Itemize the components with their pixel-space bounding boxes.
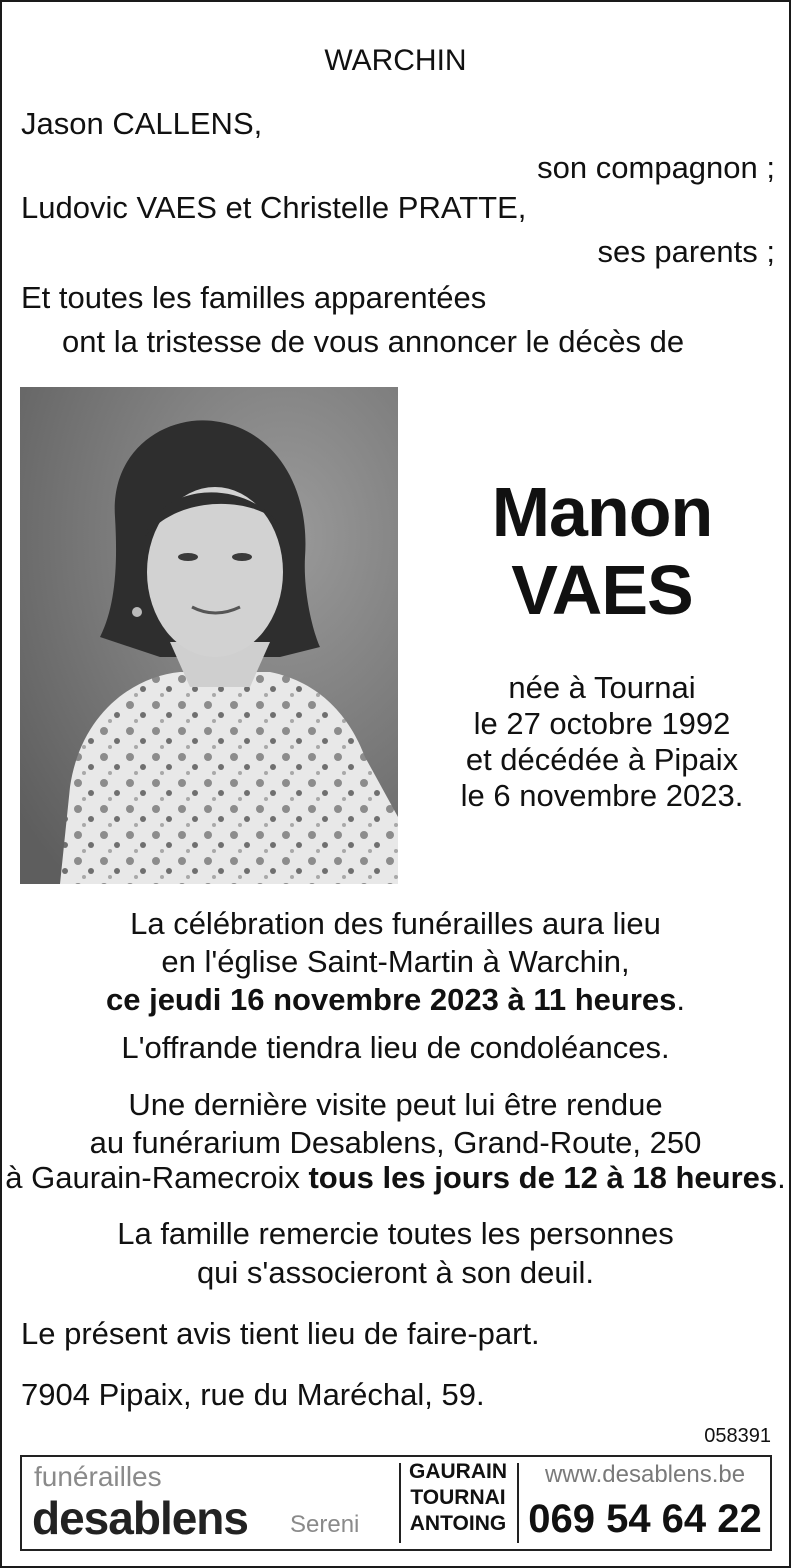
family-role-parents: ses parents ;: [597, 234, 775, 269]
family-member-partner: Jason CALLENS,: [21, 106, 263, 141]
brand-tagline: funérailles: [34, 1461, 162, 1492]
location-gaurain: GAURAIN: [409, 1460, 507, 1483]
deceased-first-name: Manon: [491, 473, 713, 551]
announcement-line: ont la tristesse de vous annoncer le décès de: [62, 324, 685, 359]
family-role-partner: son compagnon ;: [537, 150, 775, 185]
ceremony-line-2: en l'église Saint-Martin à Warchin,: [161, 944, 630, 979]
family-relatives: Et toutes les familles apparentées: [21, 280, 487, 315]
location-antoing: ANTOING: [409, 1512, 507, 1535]
reference-number: 058391: [704, 1425, 771, 1447]
ceremony-datetime: ce jeudi 16 novembre 2023 à 11 heures: [105, 982, 677, 1017]
deceased-portrait: [20, 387, 398, 884]
portrait-image: [20, 387, 398, 884]
offering-note: L'offrande tiendra lieu de condoléances.: [121, 1030, 670, 1065]
thanks-line-1: La famille remercie toutes les personnes: [117, 1216, 674, 1251]
brand-name: desablens: [32, 1492, 248, 1544]
death-date: le 6 novembre 2023.: [460, 778, 744, 813]
visit-line-1: Une dernière visite peut lui être rendue: [128, 1087, 663, 1122]
birth-date: le 27 octobre 1992: [473, 706, 731, 741]
visit-line-2: au funérarium Desablens, Grand-Route, 250: [89, 1125, 702, 1160]
location-tournai: TOURNAI: [410, 1486, 506, 1509]
brand-sub: Sereni: [290, 1511, 360, 1538]
deceased-last-name: VAES: [511, 551, 693, 629]
home-address: 7904 Pipaix, rue du Maréchal, 59.: [21, 1377, 485, 1412]
funeral-home-footer: [20, 1455, 772, 1551]
birth-place: née à Tournai: [508, 670, 696, 705]
footer-divider-1: [399, 1463, 401, 1543]
visit-line-3: à Gaurain-Ramecroix tous les jours de 12 à 18 heures.: [5, 1160, 786, 1195]
visit-hours: tous les jours de 12 à 18 heures: [308, 1160, 778, 1195]
town-heading: WARCHIN: [324, 44, 467, 77]
ceremony-line-3: ce jeudi 16 novembre 2023 à 11 heures.: [105, 982, 685, 1017]
notice-text: Le présent avis tient lieu de faire-part.: [21, 1316, 540, 1351]
death-place: et décédée à Pipaix: [465, 742, 739, 777]
ceremony-line-1: La célébration des funérailles aura lieu: [130, 906, 661, 941]
family-member-parents: Ludovic VAES et Christelle PRATTE,: [21, 190, 527, 225]
thanks-line-2: qui s'associeront à son deuil.: [196, 1255, 595, 1290]
website-link[interactable]: www.desablens.be: [544, 1461, 746, 1488]
phone-number[interactable]: 069 54 64 22: [528, 1497, 762, 1541]
footer-divider-2: [517, 1463, 519, 1543]
